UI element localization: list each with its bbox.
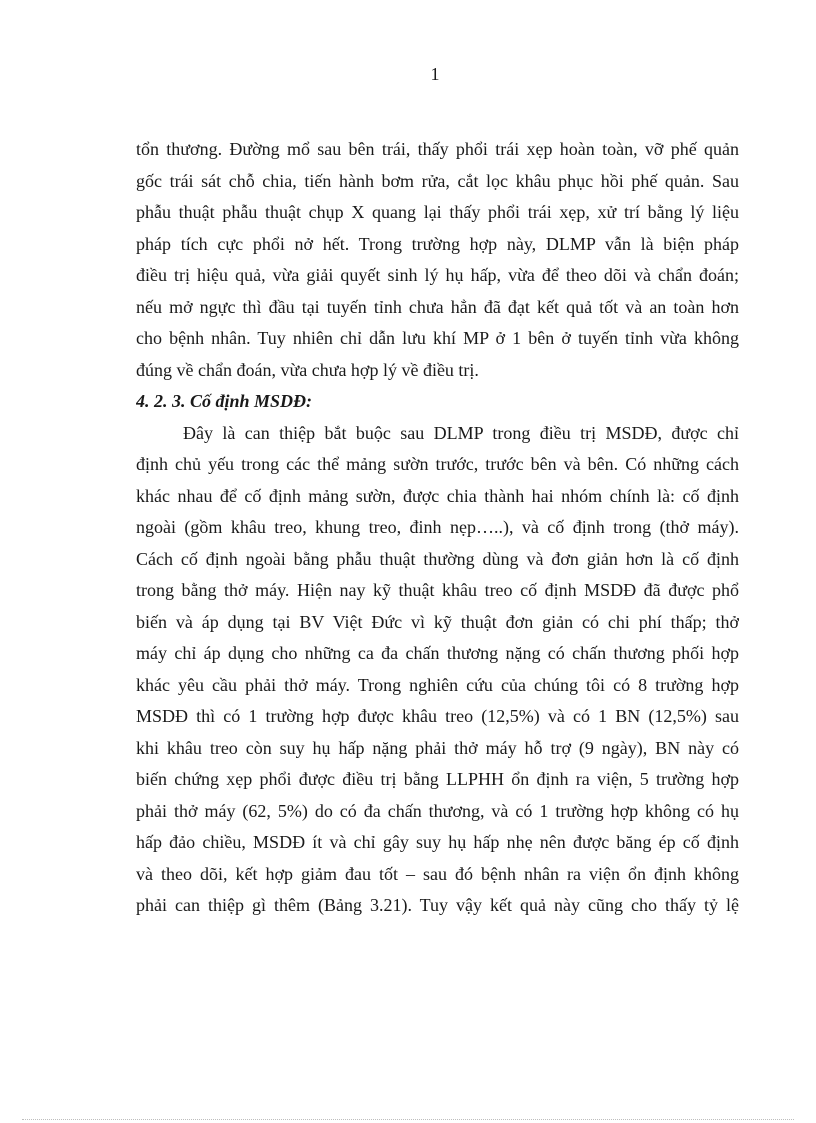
text-line: biến và áp dụng tại BV Việt Đức vì kỹ thuật đơn giản có chi phí thấp; thở xyxy=(136,611,739,632)
text-line: phải thở máy (62, 5%) do có đa chấn thương, và có 1 trường hợp không có hụ xyxy=(136,800,739,821)
text-line: điều trị hiệu quả, vừa giải quyết sinh lý hụ hấp, vừa để theo dõi và chẩn đoán; xyxy=(136,265,739,285)
text-line: pháp tích cực phổi nở hết. Trong trường hợp này, DLMP vẫn là biện pháp xyxy=(136,233,739,254)
text-line: biến chứng xẹp phổi được điều trị bằng LLPHH ổn định ra viện, 5 trường hợp xyxy=(136,769,739,789)
text-line: đúng về chẩn đoán, vừa chưa hợp lý về điều trị. xyxy=(136,359,479,380)
text-line: MSDĐ thì có 1 trường hợp được khâu treo (12,5%) và có 1 BN (12,5%) sau xyxy=(136,706,739,726)
text-line: cho bệnh nhân. Tuy nhiên chỉ dẫn lưu khí MP ở 1 bên ở tuyến tỉnh vừa không xyxy=(136,328,739,348)
text-line: máy chỉ áp dụng cho những ca đa chấn thương nặng có chấn thương phối hợp xyxy=(136,643,739,663)
text-line: khác yêu cầu phải thở máy. Trong nghiên cứu của chúng tôi có 8 trường hợp xyxy=(136,674,739,695)
text-line: và theo dõi, kết hợp giảm đau tốt – sau đó bệnh nhân ra viện ổn định không xyxy=(136,863,739,884)
text-line: hấp đảo chiều, MSDĐ ít và chỉ gây suy hụ hấp nhẹ nên được băng ép cố định xyxy=(136,832,739,852)
page-bottom-rule xyxy=(22,1119,794,1120)
body-text xyxy=(136,134,739,922)
text-line: nếu mở ngực thì đầu tại tuyến tỉnh chưa hẳn đã đạt kết quả tốt và an toàn hơn xyxy=(136,296,739,317)
text-line: Cách cố định ngoài bằng phẫu thuật thường dùng và đơn giản hơn là cố định xyxy=(136,548,739,569)
text-line: tổn thương. Đường mổ sau bên trái, thấy phổi trái xẹp hoàn toàn, vỡ phế quản xyxy=(136,139,739,159)
paragraph-2 xyxy=(136,418,739,922)
section-heading: 4. 2. 3. Cố định MSDĐ: xyxy=(136,391,313,411)
paragraph-1 xyxy=(136,134,739,386)
text-line: khác nhau để cố định mảng sườn, được chia thành hai nhóm chính là: cố định xyxy=(136,485,739,506)
text-line: định chủ yếu trong các thể mảng sườn trước, trước bên và bên. Có những cách xyxy=(136,454,739,474)
text-line: gốc trái sát chỗ chia, tiến hành bơm rửa, cắt lọc khâu phục hồi phế quản. Sau xyxy=(136,170,739,191)
text-line: trong bằng thở máy. Hiện nay kỹ thuật khâu treo cố định MSDĐ đã được phổ xyxy=(136,580,739,600)
page-number: 1 xyxy=(430,64,440,84)
text-line: ngoài (gồm khâu treo, khung treo, đinh nẹp…..), và cố định trong (thở máy). xyxy=(136,517,739,537)
text-line: phẫu thuật phẫu thuật chụp X quang lại thấy phổi trái xẹp, xử trí bằng lý liệu xyxy=(136,202,739,222)
text-line: Đây là can thiệp bắt buộc sau DLMP trong điều trị MSDĐ, được chỉ xyxy=(183,422,739,443)
text-line: khi khâu treo còn suy hụ hấp nặng phải thở máy hỗ trợ (9 ngày), BN này có xyxy=(136,737,739,758)
text-line: phải can thiệp gì thêm (Bảng 3.21). Tuy vậy kết quả này cũng cho thấy tỷ lệ xyxy=(136,895,739,915)
